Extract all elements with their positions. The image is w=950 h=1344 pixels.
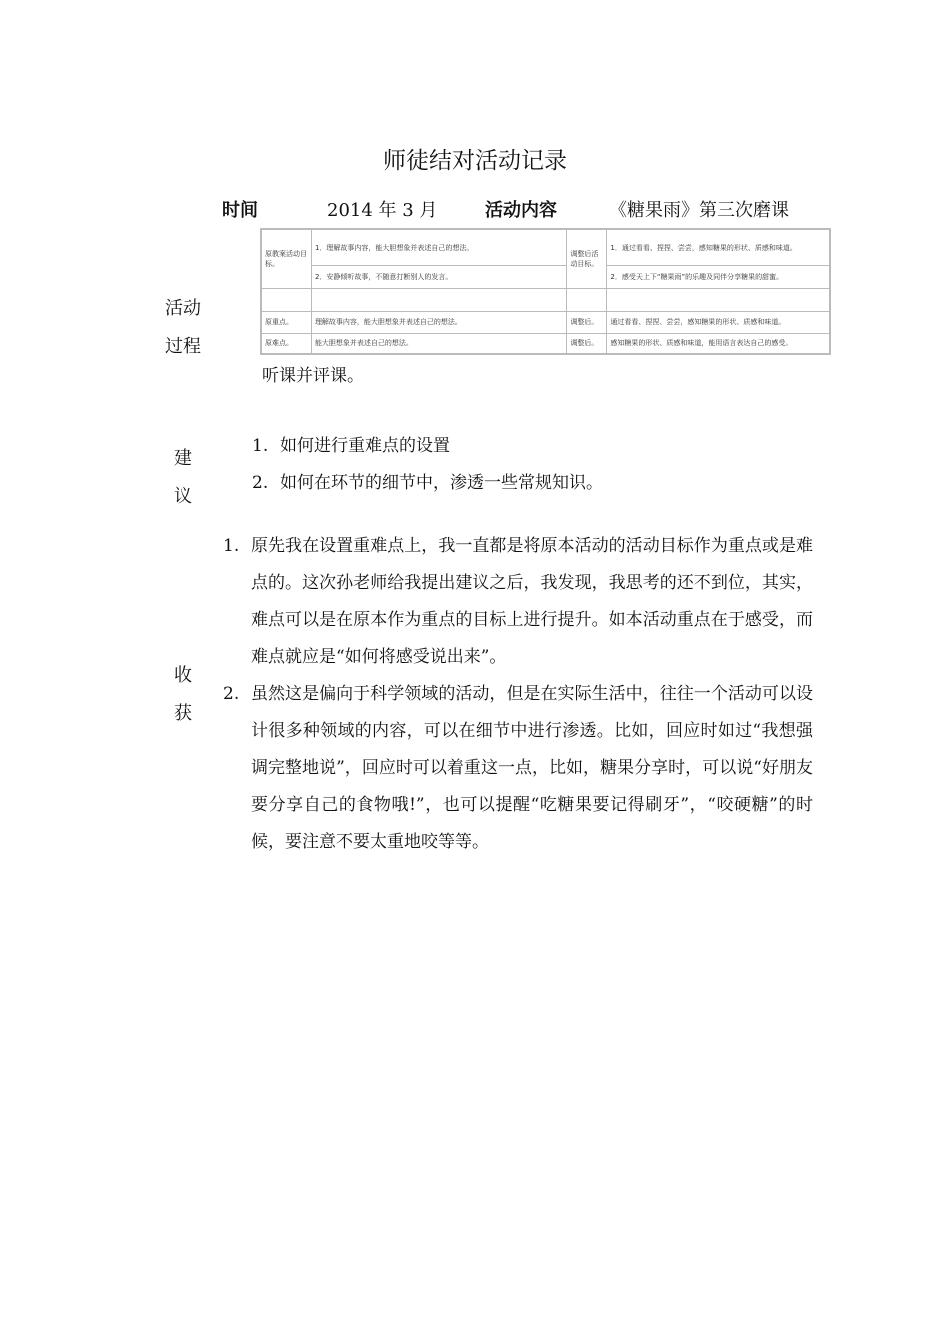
adjusted-difficulty-label: 调整后。 <box>567 333 607 353</box>
adjusted-goal-2: 2．感受天上下“糖果雨”的乐趣及同伴分享糖果的甜蜜。 <box>607 266 830 289</box>
time-label: 时间 <box>222 200 258 221</box>
adjusted-key-point-label: 调整后。 <box>567 311 607 333</box>
goals-table <box>261 229 830 354</box>
list-item: 2. 如何在环节的细节中，渗透一些常规知识。 <box>252 473 603 493</box>
content-label: 活动内容 <box>485 200 557 221</box>
original-goals-label: 原教案活动目标。 <box>262 230 312 289</box>
adjusted-difficulty: 感知糖果的形状、质感和味道，能用语言表达自己的感受。 <box>607 333 830 353</box>
empty-cell <box>311 289 567 311</box>
gains-list <box>223 528 813 861</box>
original-goal-2: 2．安静倾听故事，不随意打断别人的发言。 <box>311 266 567 289</box>
list-item: 1. 如何进行重难点的设置 <box>252 436 450 456</box>
gains-label: 收 获 <box>174 665 192 724</box>
empty-cell <box>567 289 607 311</box>
suggestions-list <box>252 428 603 502</box>
suggestions-label: 建 议 <box>174 448 192 507</box>
adjusted-key-point: 通过看看、捏捏、尝尝，感知糖果的形状、质感和味道。 <box>607 311 830 333</box>
adjusted-goal-1: 1．通过看看、捏捏、尝尝，感知糖果的形状、质感和味道。 <box>607 230 830 266</box>
list-item: 2. 虽然这是偏向于科学领域的活动，但是在实际生活中，往往一个活动可以设计很多种领域的内容，可以在细节中进行渗透。比如，回应时如过“我想强调完整地说”，回应时可以着重这一点，比如，糖果分享时，可以说“好朋友要分享自己的食物哦!”，也可以提醒“吃糖果要记得刷牙”，“咬硬糖”的时候，要注意不要太重地咬等等。 <box>223 684 813 852</box>
empty-cell <box>607 289 830 311</box>
process-label: 活动 过程 <box>165 298 201 357</box>
adjusted-goals-label: 调整后活动目标。 <box>567 230 607 289</box>
page-title: 师徒结对活动记录 <box>383 148 567 174</box>
list-item: 1. 原先我在设置重难点上，我一直都是将原本活动的活动目标作为重点或是难点的。这次孙老师给我提出建议之后，我发现，我思考的还不到位，其实，难点可以是在原本作为重点的目标上进行提升。如本活动重点在于感受，而难点就应是“如何将感受说出来”。 <box>223 536 813 667</box>
empty-cell <box>262 289 312 311</box>
original-key-point: 理解故事内容，能大胆想象并表述自己的想法。 <box>311 311 567 333</box>
lesson-plan-snapshot <box>260 228 831 355</box>
original-difficulty: 能大胆想象并表述自己的想法。 <box>311 333 567 353</box>
original-key-point-label: 原重点。 <box>262 311 312 333</box>
process-note: 听课并评课。 <box>262 366 364 386</box>
time-value: 2014 年 3 月 <box>327 200 438 221</box>
original-difficulty-label: 原难点。 <box>262 333 312 353</box>
original-goal-1: 1．理解故事内容，能大胆想象并表述自己的想法。 <box>311 230 567 266</box>
content-value: 《糖果雨》第三次磨课 <box>609 200 789 221</box>
